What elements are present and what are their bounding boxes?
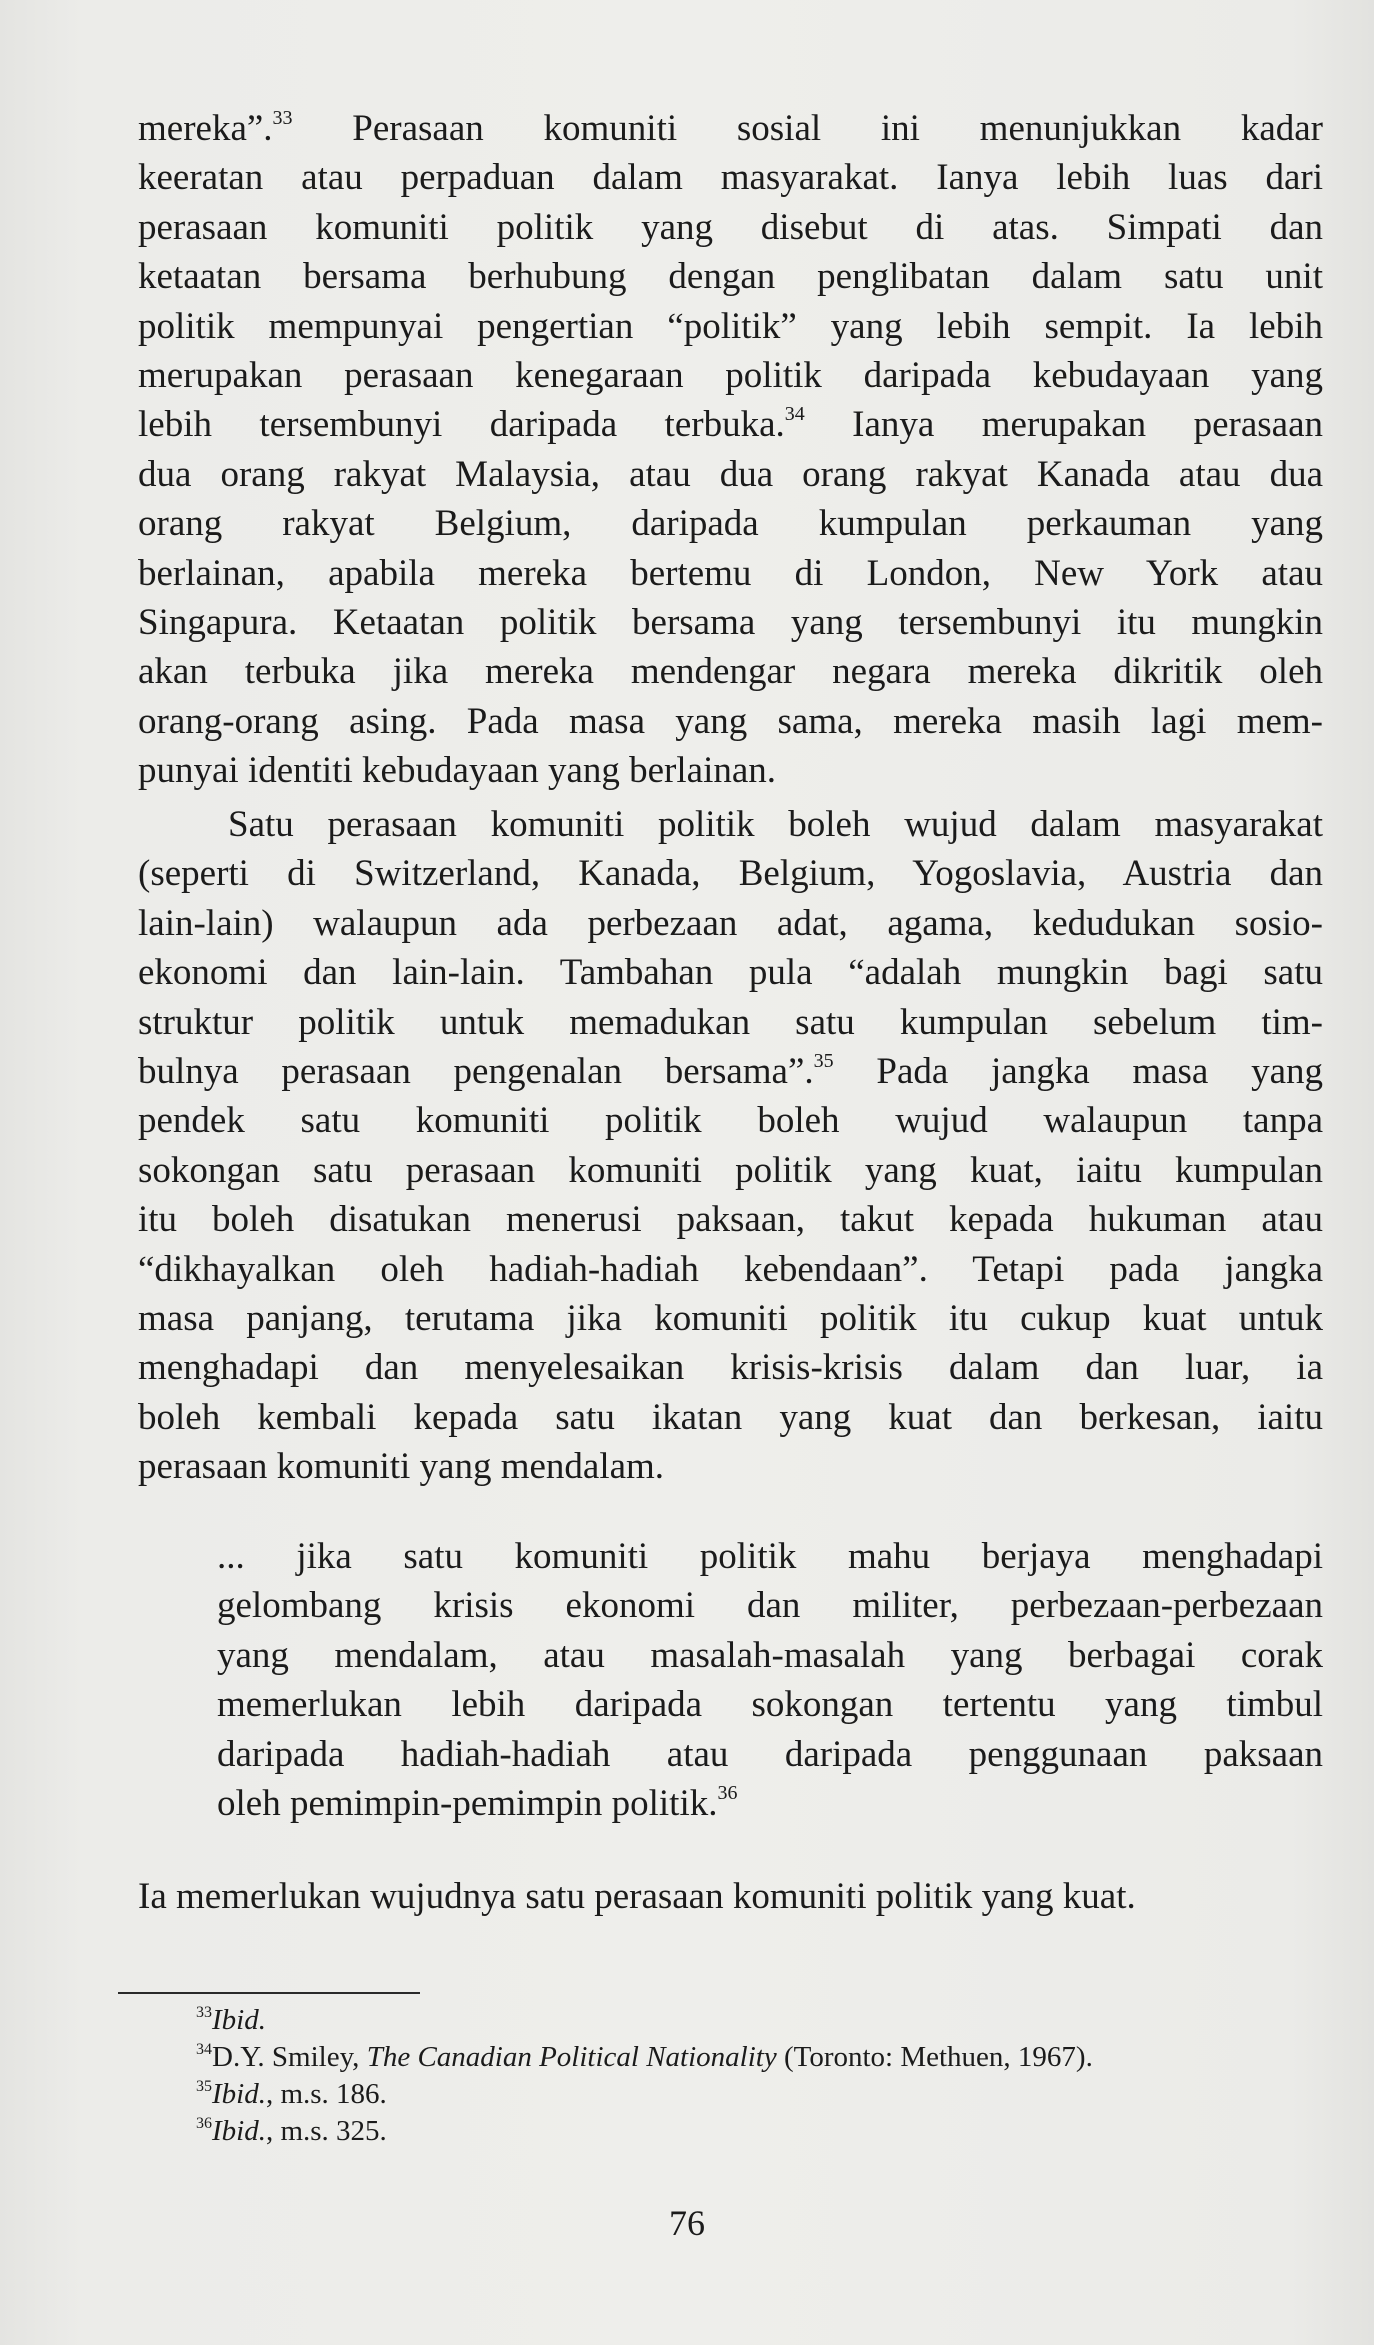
- page-number: 76: [669, 2203, 705, 2243]
- text-line: orang-orang asing. Pada masa yang sama, mereka masih lagi mem-: [138, 700, 1323, 742]
- text-line: ... jika satu komuniti politik mahu berjaya menghadapi: [217, 1536, 1323, 1577]
- text-line: lain-lain) walaupun ada perbezaan adat, agama, kedudukan sosio-: [138, 902, 1323, 944]
- block-quote: [217, 1532, 1323, 1828]
- text-line: mereka”.$^{33}$ Perasaan komuniti sosial ini menunjukkan kadar: [138, 107, 1323, 149]
- text-line: perasaan komuniti yang mendalam.: [138, 1446, 665, 1488]
- text-line: Ia memerlukan wujudnya satu perasaan komuniti politik yang kuat.: [138, 1876, 1136, 1917]
- footnote-ref-36: 36: [717, 1781, 738, 1804]
- text-line: dua orang rakyat Malaysia, atau dua orang rakyat Kanada atau dua: [138, 453, 1323, 495]
- footnote-divider: [118, 1992, 420, 1994]
- text-line: memerlukan lebih daripada sokongan tertentu yang timbul: [217, 1684, 1323, 1726]
- text-line: akan terbuka jika mereka mendengar negara mereka dikritik oleh: [138, 651, 1323, 693]
- text-line: merupakan perasaan kenegaraan politik daripada kebudayaan yang: [138, 354, 1323, 396]
- footnote-ref-34: 34: [784, 403, 805, 426]
- text-line: orang rakyat Belgium, daripada kumpulan perkauman yang: [138, 503, 1323, 545]
- text-line: struktur politik untuk memadukan satu kumpulan sebelum tim-: [138, 1001, 1323, 1043]
- footnote-ref-33: 33: [272, 107, 293, 129]
- text-line: pendek satu komuniti politik boleh wujud walaupun tanpa: [138, 1100, 1323, 1142]
- text-line: yang mendalam, atau masalah-masalah yang berbagai corak: [217, 1634, 1323, 1676]
- text-line: itu boleh disatukan menerusi paksaan, takut kepada hukuman atau: [138, 1199, 1323, 1241]
- text-line: berlainan, apabila mereka bertemu di London, New York atau: [138, 552, 1323, 594]
- text-line: perasaan komuniti politik yang disebut di atas. Simpati dan: [138, 206, 1323, 248]
- text-line: punyai identiti kebudayaan yang berlainan.: [138, 750, 777, 792]
- footnote-35: $^{35}$Ibid., m.s. 186.: [196, 2078, 387, 2110]
- text-line: sokongan satu perasaan komuniti politik yang kuat, iaitu kumpulan: [138, 1149, 1323, 1191]
- text-line: masa panjang, terutama jika komuniti politik itu cukup kuat untuk: [138, 1297, 1323, 1339]
- closing-sentence: [138, 1872, 1323, 1921]
- text-line: “dikhayalkan oleh hadiah-hadiah kebendaan”. Tetapi pada jangka: [138, 1248, 1323, 1290]
- text-line: Satu perasaan komuniti politik boleh wujud dalam masyarakat: [228, 804, 1323, 845]
- footnote-33: $^{33}$Ibid.: [196, 2004, 266, 2036]
- text-line: oleh pemimpin-pemimpin politik.$^{36}$: [217, 1781, 738, 1824]
- text-line: boleh kembali kepada satu ikatan yang kuat dan berkesan, iaitu: [138, 1396, 1323, 1438]
- text-line: menghadapi dan menyelesaikan krisis-krisis dalam dan luar, ia: [138, 1347, 1323, 1389]
- text-line: gelombang krisis ekonomi dan militer, perbezaan-perbezaan: [217, 1585, 1323, 1627]
- text-line: daripada hadiah-hadiah atau daripada penggunaan paksaan: [217, 1733, 1323, 1775]
- text-line: lebih tersembunyi daripada terbuka.$^{34}$ Ianya merupakan perasaan: [138, 403, 1323, 446]
- text-line: Singapura. Ketaatan politik bersama yang tersembunyi itu mungkin: [138, 601, 1323, 643]
- text-line: bulnya perasaan pengenalan bersama”.$^{35}$ Pada jangka masa yang: [138, 1049, 1323, 1092]
- text-line: keeratan atau perpaduan dalam masyarakat. Ianya lebih luas dari: [138, 157, 1323, 199]
- text-line: ekonomi dan lain-lain. Tambahan pula “adalah mungkin bagi satu: [138, 952, 1323, 994]
- footnote-34: $^{34}$D.Y. Smiley, The Canadian Political Nationality (Toronto: Methuen, 1967).: [196, 2041, 1093, 2073]
- text-line: ketaatan bersama berhubung dengan penglibatan dalam satu unit: [138, 256, 1323, 298]
- footnote-ref-35: 35: [813, 1049, 834, 1072]
- paragraph-1: [138, 104, 1323, 795]
- text-line: (seperti di Switzerland, Kanada, Belgium, Yogoslavia, Austria dan: [138, 853, 1323, 895]
- paragraph-2: [138, 800, 1323, 1491]
- text-line: politik mempunyai pengertian “politik” yang lebih sempit. Ia lebih: [138, 305, 1323, 347]
- footnotes: [196, 2002, 1093, 2150]
- footnote-36: $^{36}$Ibid., m.s. 325.: [196, 2115, 387, 2147]
